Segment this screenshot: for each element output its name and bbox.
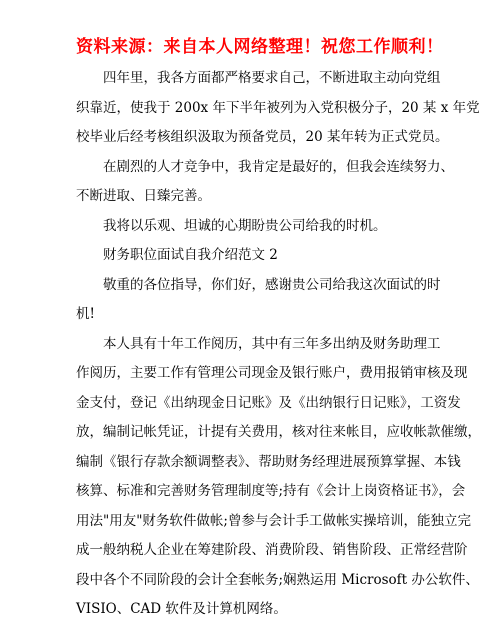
paragraph: [76, 212, 434, 242]
text-line: 编制《银行存款余额调整表》、帮助财务经理进展预算掌握、本钱: [76, 453, 461, 470]
document-body: [76, 64, 481, 625]
text-line: 机!: [76, 306, 95, 322]
text-line: VISIO、CAD 软件及计算机网络。: [76, 601, 287, 617]
text-line: 在剧烈的人才竞争中，我肯定是最好的，但我会连续努力、: [103, 158, 454, 175]
paragraph: [76, 330, 481, 625]
text-line: 四年里，我各方面都严格要求自己，不断进取主动向党组: [103, 70, 441, 86]
source-banner: 资料来源：来自本人网络整理！祝您工作顺利！: [76, 37, 444, 57]
text-line: 织靠近，使我于 200x 年下半年被列为入党积极分子，20 某 x 年党: [76, 99, 480, 116]
text-line: 校毕业后经考核组织汲取为预备党员，20 某年转为正式党员。: [76, 129, 449, 145]
paragraph: [76, 271, 441, 330]
text-line: 核算、标准和完善财务管理制度等;持有《会计上岗资格证书》，会: [76, 483, 466, 499]
text-line: 财务职位面试自我介绍范文 2: [103, 247, 278, 263]
text-line: 金支付，登记《出纳现金日记账》及《出纳银行日记账》，工资发: [76, 394, 461, 411]
text-line: 成一般纳税人企业在筹建阶段、消费阶段、销售阶段、正常经营阶: [76, 542, 468, 558]
text-line: 作阅历，主要工作有管理公司现金及银行账户，费用报销审核及现: [76, 365, 468, 381]
text-line: 我将以乐观、坦诚的心期盼贵公司给我的时机。: [103, 217, 387, 234]
paragraph: [76, 153, 454, 212]
text-line: 本人具有十年工作阅历，其中有三年多出纳及财务助理工: [103, 335, 441, 352]
text-line: 段中各个不同阶段的会计全套帐务;娴熟运用 Microsoft 办公软件、: [76, 571, 479, 588]
paragraph: [76, 64, 480, 153]
text-line: 用法"用友"财务软件做帐;曾参与会计手工做帐实操培训，能独立完: [76, 512, 471, 529]
text-line: 敬重的各位指导，你们好，感谢贵公司给我这次面试的时: [103, 276, 441, 293]
paragraph: [76, 241, 434, 271]
text-line: 不断进取、日臻完善。: [76, 188, 211, 204]
text-line: 放，编制记帐凭证，计提有关费用，核对往来帐目，应收帐款催缴，: [76, 424, 481, 440]
